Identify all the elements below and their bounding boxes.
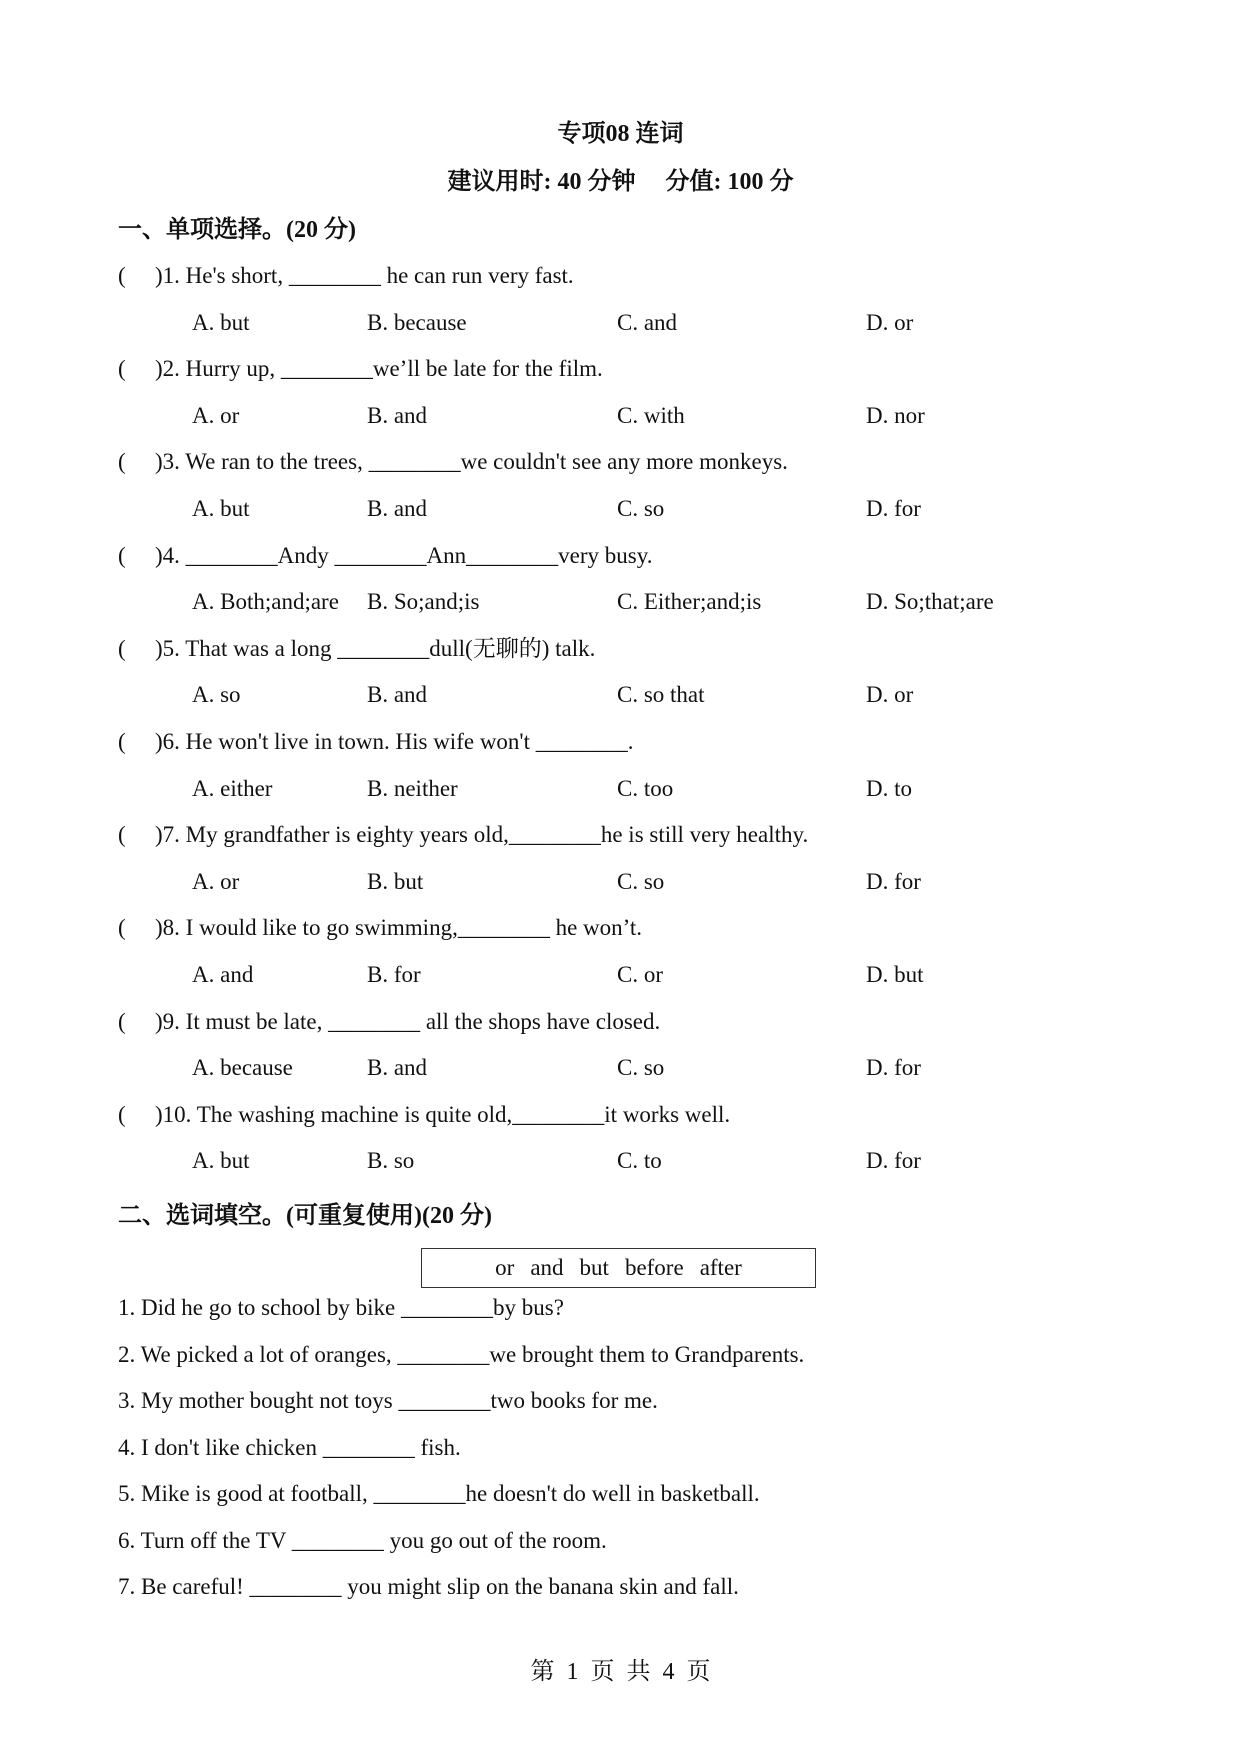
answer-option: A. and: [192, 961, 254, 987]
answer-option: C. with: [617, 402, 685, 428]
question-stem: )3. We ran to the trees, ________we couldn't see any more monkeys.: [155, 449, 788, 475]
question-stem: )10. The washing machine is quite old,________it works well.: [155, 1101, 731, 1127]
answer-option: A. or: [192, 402, 240, 428]
answer-option: B. but: [367, 868, 424, 894]
answer-paren-open: (: [118, 635, 126, 661]
answer-option: B. so: [367, 1148, 415, 1174]
answer-option: C. so: [617, 495, 665, 521]
answer-option: D. but: [866, 961, 924, 987]
question-stem: )9. It must be late, ________ all the shops have closed.: [155, 1008, 661, 1034]
answer-option: C. so that: [617, 682, 705, 708]
answer-option: A. but: [192, 495, 250, 521]
answer-option: C. or: [617, 961, 663, 987]
answer-option: B. and: [367, 1055, 428, 1081]
word-bank-item: and: [530, 1255, 564, 1280]
answer-paren-open: (: [118, 822, 126, 848]
answer-option: D. or: [866, 682, 914, 708]
answer-option: D. to: [866, 775, 912, 801]
fill-sentence: 5. Mike is good at football, ________he doesn't do well in basketball.: [118, 1481, 760, 1506]
fill-sentence: 2. We picked a lot of oranges, ________we brought them to Grandparents.: [118, 1342, 805, 1367]
answer-option: A. or: [192, 868, 240, 894]
answer-option: A. but: [192, 309, 250, 335]
answer-option: C. and: [617, 309, 678, 335]
word-bank-item: before: [624, 1255, 684, 1280]
answer-option: C. so: [617, 1055, 665, 1081]
answer-option: D. for: [866, 1055, 921, 1081]
answer-paren-open: (: [118, 356, 126, 382]
word-bank-item: but: [579, 1255, 609, 1280]
answer-option: C. Either;and;is: [617, 589, 762, 615]
answer-option: C. to: [617, 1148, 662, 1174]
answer-paren-open: (: [118, 449, 126, 475]
question-stem: )5. That was a long ________dull(无聊的) talk.: [155, 635, 596, 661]
answer-paren-open: (: [118, 1101, 126, 1127]
answer-option: D. nor: [866, 402, 925, 428]
answer-option: A. either: [192, 775, 273, 801]
page-footer: 第 1 页 共 4 页: [530, 1659, 711, 1685]
answer-option: D. So;that;are: [866, 589, 994, 615]
answer-option: C. too: [617, 775, 674, 801]
fill-sentence: 7. Be careful! ________ you might slip on the banana skin and fall.: [118, 1574, 739, 1599]
answer-option: A. so: [192, 682, 241, 708]
word-bank-item: after: [699, 1255, 742, 1280]
answer-option: A. because: [192, 1055, 293, 1081]
section2-heading: 二、选词填空。(可重复使用)(20 分): [118, 1203, 492, 1229]
answer-option: B. So;and;is: [367, 589, 480, 615]
answer-paren-open: (: [118, 542, 126, 568]
question-stem: )2. Hurry up, ________we’ll be late for the film.: [155, 356, 603, 382]
answer-option: A. but: [192, 1148, 250, 1174]
question-stem: )1. He's short, ________ he can run very fast.: [155, 263, 574, 288]
section1-heading: 一、单项选择。(20 分): [118, 217, 356, 243]
answer-option: B. and: [367, 402, 428, 428]
page-title: 专项08 连词: [557, 121, 684, 147]
question-stem: )6. He won't live in town. His wife won't ________.: [155, 729, 634, 754]
answer-option: D. or: [866, 309, 914, 335]
question-stem: )8. I would like to go swimming,________ he won’t.: [155, 915, 643, 941]
page-subtitle: 建议用时: 40 分钟 分值: 100 分: [447, 169, 794, 195]
word-bank-item: or: [495, 1255, 515, 1280]
answer-option: B. for: [367, 961, 421, 987]
answer-option: B. because: [367, 309, 467, 335]
question-stem: )4. ________Andy ________Ann________very busy.: [155, 542, 653, 568]
fill-sentence: 4. I don't like chicken ________ fish.: [118, 1435, 461, 1460]
answer-paren-open: (: [118, 915, 126, 941]
answer-option: B. and: [367, 495, 428, 521]
answer-option: B. neither: [367, 775, 458, 801]
answer-option: A. Both;and;are: [192, 589, 339, 615]
answer-option: D. for: [866, 868, 921, 894]
answer-option: D. for: [866, 1148, 921, 1174]
fill-sentence: 1. Did he go to school by bike ________by bus?: [118, 1295, 564, 1320]
answer-option: B. and: [367, 682, 428, 708]
answer-paren-open: (: [118, 263, 126, 288]
answer-paren-open: (: [118, 729, 126, 754]
answer-option: C. so: [617, 868, 665, 894]
fill-sentence: 3. My mother bought not toys ________two books for me.: [118, 1388, 658, 1413]
question-stem: )7. My grandfather is eighty years old,________he is still very healthy.: [155, 822, 809, 848]
answer-paren-open: (: [118, 1008, 126, 1034]
word-bank: [421, 1248, 816, 1288]
fill-sentence: 6. Turn off the TV ________ you go out of the room.: [118, 1528, 607, 1553]
answer-option: D. for: [866, 495, 921, 521]
